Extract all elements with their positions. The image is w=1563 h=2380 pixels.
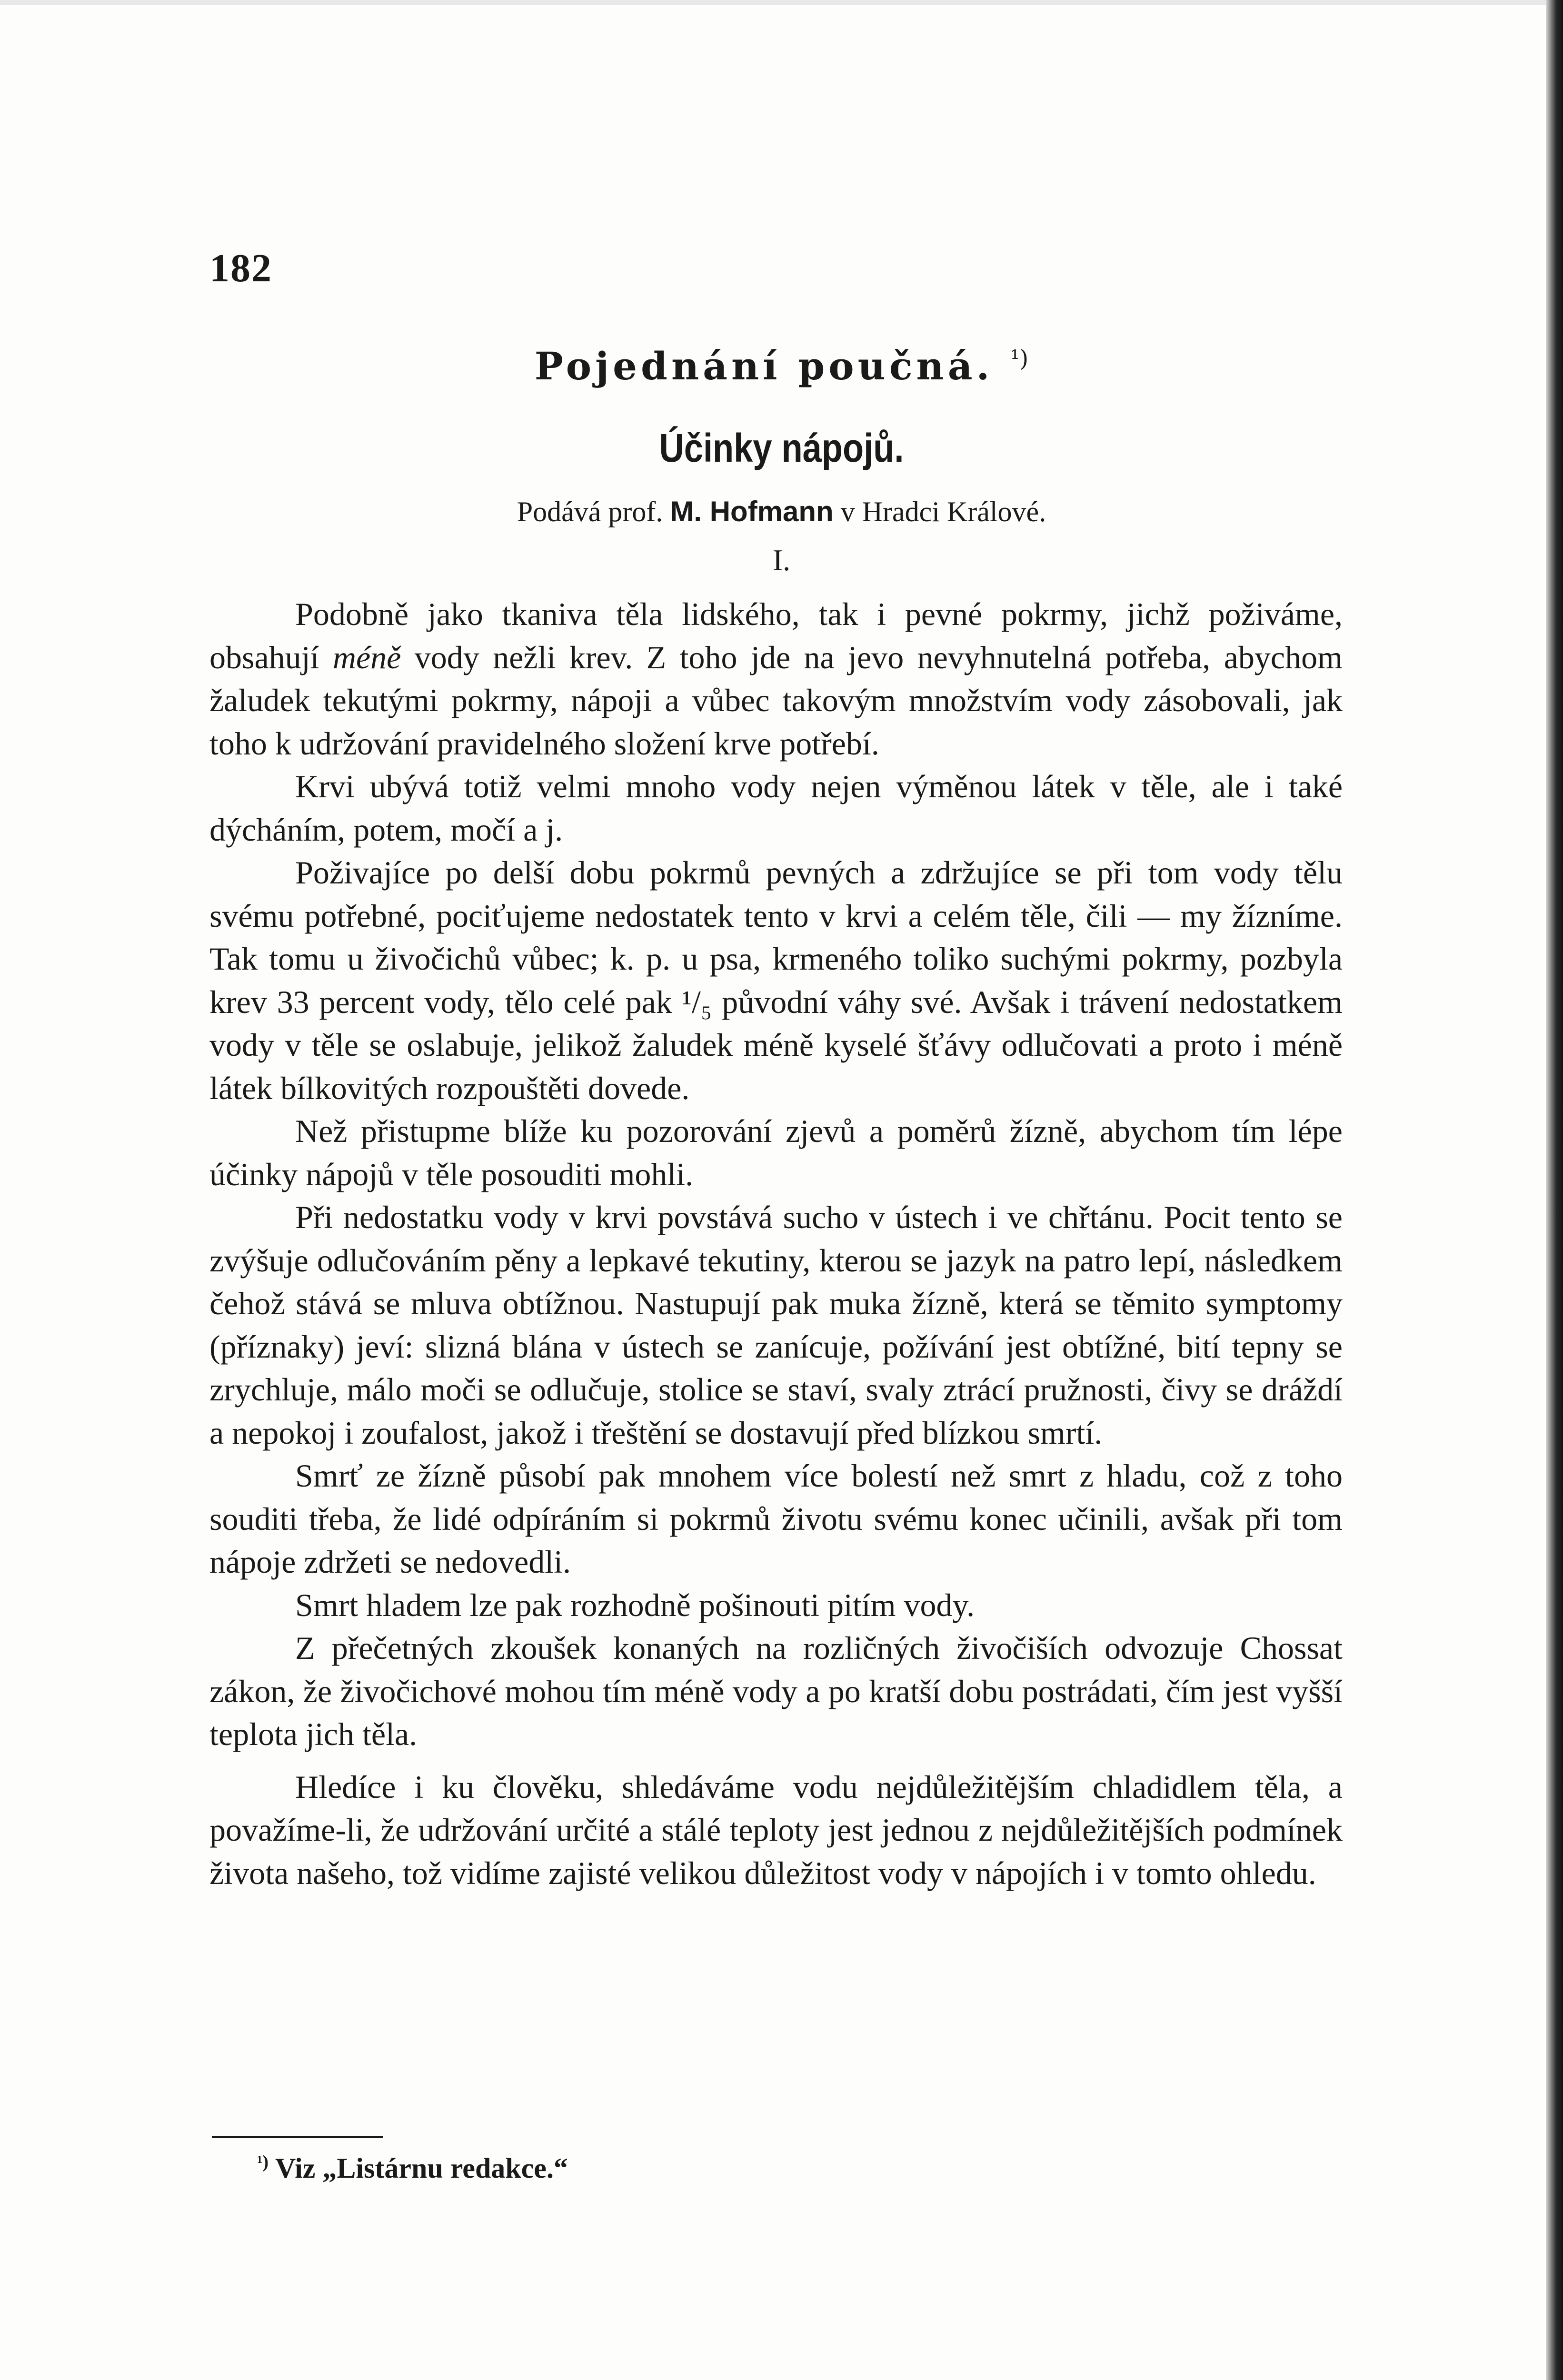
paragraph-1-text: Podobně jako tkaniva těla lidského, tak i pevné pokrmy, jichž poživáme, obsahují [209, 596, 1343, 675]
paragraph-2: Krvi ubývá totiž velmi mnoho vody nejen výměnou látek v těle, ale i také dýcháním, potem, močí a j. [209, 768, 1343, 848]
footnote [257, 2152, 568, 2185]
footnote-text: Viz „Listárnu redakce.“ [275, 2152, 568, 2184]
page-number: 182 [209, 246, 272, 290]
paragraph-3: Poživajíce po delší dobu pokrmů pevných a zdržujíce se při tom vody tělu svému potřebné, pociťujeme nedostatek tento v krvi a celém těle, čili — my žízníme. Tak tomu u živočichů vůbec; k. p. u psa, krmeného toliko suchými pokrmy, pozbyla krev 33 percent vody, tělo celé pak ¹/₅ původní váhy své. Avšak i trávení nedostatkem vody v těle se oslabuje, jelikož žaludek méně kyselé šťávy odlučovati a proto i méně látek bílkovitých rozpouštěti dovede. [209, 854, 1343, 1106]
footnote-marker: ¹) [257, 2152, 269, 2172]
byline-prefix: Podává prof. [517, 496, 663, 527]
article-body [209, 593, 1343, 1894]
paragraph-1-text-end: vody nežli krev. Z toho jde na jevo nevyhnutelná potřeba, abychom žaludek tekutými pokrmy, nápoji a vůbec takovým množstvím vody zásobovali, jak toho k udržování pravidelného složení krve potřebí. [209, 639, 1343, 762]
byline-suffix: v Hradci Králové. [840, 496, 1046, 527]
article-title: Účinky nápojů. [659, 426, 904, 470]
footnote-divider [212, 2136, 383, 2138]
paragraph-1 [209, 593, 1343, 765]
section-heading [0, 344, 1563, 388]
paragraph-1-emphasis: méně [332, 639, 401, 675]
section-heading-footnote-marker: ¹) [1010, 345, 1029, 372]
paragraph-6: Smrť ze žízně působí pak mnohem více bolestí než smrt z hladu, což z toho souditi třeba, že lidé odpíráním si pokrmů životu svému konec učinili, avšak při tom nápoje zdržeti se nedovedli. [209, 1458, 1343, 1580]
page-top-edge [0, 0, 1563, 5]
byline [0, 495, 1563, 528]
byline-author: M. Hofmann [670, 496, 834, 527]
section-heading-text: Pojednání poučná. [534, 344, 994, 388]
part-numeral: I. [772, 543, 791, 577]
paragraph-8: Z přečetných zkoušek konaných na rozličných živočiších odvozuje Chossat zákon, že živočichové mohou tím méně vody a po kratší dobu postrádati, čím jest vyšší teplota jich těla. [209, 1630, 1343, 1752]
paragraph-9: Hledíce i ku člověku, shledáváme vodu nejdůležitějším chladidlem těla, a považíme-li, že udržování určité a stálé teploty jest jednou z nejdůležitějších podmínek života našeho, tož vidíme zajisté velikou důležitost vody v nápojích i v tomto ohledu. [209, 1768, 1343, 1891]
paragraph-4: Než přistupme blíže ku pozorování zjevů a poměrů žízně, abychom tím lépe účinky nápojů v těle posouditi mohli. [209, 1113, 1343, 1192]
paragraph-7: Smrt hladem lze pak rozhodně pošinouti pitím vody. [295, 1587, 975, 1623]
paragraph-5: Při nedostatku vody v krvi povstává sucho v ústech i ve chřtánu. Pocit tento se zvýšuje odlučováním pěny a lepkavé tekutiny, kterou se jazyk na patro lepí, následkem čehož stává se mluva obtížnou. Nastupují pak muka žízně, která se těmito symptomy (příznaky) jeví: slizná blána v ústech se zanícuje, požívání jest obtížné, bití tepny se zrychluje, málo moči se odlučuje, stolice se staví, svaly ztrácí pružnosti, čivy se dráždí a nepokoj i zoufalost, jakož i třeštění se dostavují před blízkou smrtí. [209, 1199, 1343, 1451]
